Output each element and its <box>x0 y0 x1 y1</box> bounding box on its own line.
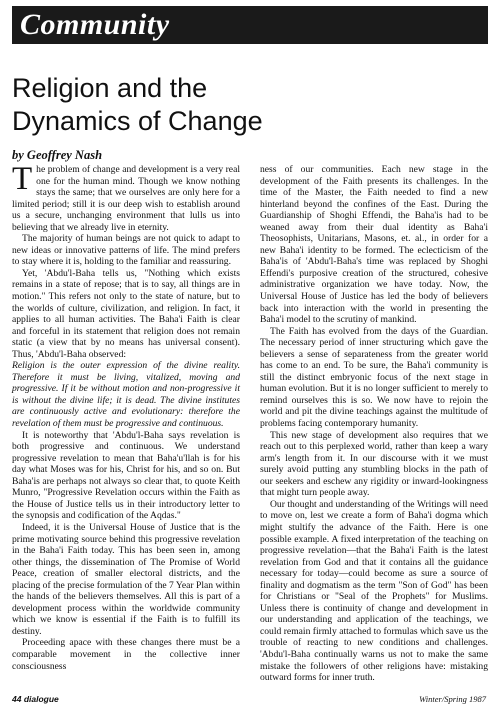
paragraph-8: The Faith has evolved from the days of the Guardian. The necessary period of inner structuring which gave the believers a sense of separateness from the greater world has come to an end. To be sure, the Baha'i community is still the distinct embryonic focus of the next stage in human evolution. But it is no longer sufficient to merely to remind ourselves this is so. We now have to rejoin the world and pit the divine teachings against the multitude of problems facing contemporary humanity. <box>260 325 488 430</box>
paragraph-4: It is noteworthy that 'Abdu'l-Baha says revelation is both progressive and continuous. We understand progressive revelation to mean that Baha'u'llah is for his day what Moses was for his, Christ for his, and so on. But Baha'is are perhaps not always so clear that, to quote Keith Munro, "Progressive Revelation occurs within the Faith as the House of Justice tells us in their introductory letter to the synopsis and codification of the Aqdas." <box>12 429 240 522</box>
drop-cap: T <box>12 161 33 197</box>
block-quote: Religion is the outer expression of the divine reality. Therefore it must be living, vitalized, moving and progressive. If it be without motion and non-progressive it is without the divine life; it is dead. The divine institutes are continuously active and evolutionary: therefore the revelation of them must be progressive and continuous. <box>12 360 240 430</box>
byline: by Geoffrey Nash <box>12 148 103 162</box>
paragraph-7: ness of our communities. Each new stage in the development of the Faith presents its challenges. In the time of the Master, the Faith needed to find a new hinterland beyond the confines of the East. During the Guardianship of Shoghi Effendi, the Baha'is had to be weaned away from their dual identity as Baha'i Theosophists, Unitarians, Masons, et. al., in order for a new Baha'i identity to be formed. The eclecticism of the Baha'is of 'Abdu'l-Baha's time was replaced by Shoghi Effendi's purposive creation of the structured, cohesive administrative organization we have today. Now, the Universal House of Justice has led the body of believers back into interaction with the world in presenting the Baha'i model to the scrutiny of mankind. <box>260 164 488 326</box>
left-column <box>12 161 240 672</box>
paragraph-2: The majority of human beings are not quick to adapt to new ideas or innovative patterns of life. The mind prefers to stay where it is, holding to the familiar and reassuring. <box>12 233 240 268</box>
footer-issue: Winter/Spring 1987 <box>419 694 486 704</box>
paragraph-5: Indeed, it is the Universal House of Justice that is the prime motivating source behind this progressive revelation in the Baha'i Faith today. This has been seen in, among other things, the dissemination of The Promise of World Peace, creation of smaller electoral districts, and the placing of the precise formulation of the 7 Year Plan within the hands of the believers themselves. All this is part of a development process within the worldwide community which we know is essential if the Faith is to fulfill its destiny. <box>12 521 240 637</box>
article-title <box>12 72 482 138</box>
title-line-1: Religion and the <box>12 73 208 103</box>
paragraph-10: Our thought and understanding of the Writings will need to move on, lest we create a form of Baha'i dogma which might stultify the advance of the Faith. Here is one possible example. A fixed interpretation of the teaching on progressive revelation—that the Baha'i Faith is the latest revelation from God and that it contains all the guidance necessary for today—could become as sure a source of finality and dogmatism as the term "Son of God" has been for Christians or "Seal of the Prophets" for Muslims. Unless there is continuity of change and development in our understanding and application of the teachings, we could remain firmly attached to formulas which save us the trouble of reacting to new conditions and challenges. 'Abdu'l-Baha continually warns us not to make the same mistake the followers of other religions have: mistaking outward forms for inner truth. <box>260 498 488 684</box>
paragraph-9: This new stage of development also requires that we reach out to this perplexed world, rather than keep a wary arm's length from it. In our discourse with it we must surely avoid putting any stumbling blocks in the path of our seekers and eschew any rigidity or inward-lookingness that might turn people away. <box>260 429 488 499</box>
right-column <box>260 164 488 684</box>
title-line-2: Dynamics of Change <box>12 106 263 136</box>
paragraph-6: Proceeding apace with these changes there must be a comparable movement in the collective inner consciousness <box>12 637 240 672</box>
footer-page-number: 44 dialogue <box>12 694 59 704</box>
section-banner: Community <box>12 6 488 44</box>
paragraph-3: Yet, 'Abdu'l-Baha tells us, "Nothing which exists remains in a state of repose; that is to say, all things are in motion." This refers not only to the state of nature, but to the worlds of culture, civilization, and religion. In fact, it applies to all human activities. The Baha'i Faith is clear and forceful in its statement that religion does not remain static (a view that by no means has universal consent). Thus, 'Abdu'l-Baha observed: <box>12 267 240 360</box>
paragraph-1-text: he problem of change and development is a very real one for the human mind. Though we know nothing stays the same; that we ourselves are only here for a limited period; still it is our deep wish to establish around us a secure, unchanging environment that lulls us into believing that we already live in eternity. <box>12 164 240 233</box>
paragraph-1 <box>12 161 240 233</box>
